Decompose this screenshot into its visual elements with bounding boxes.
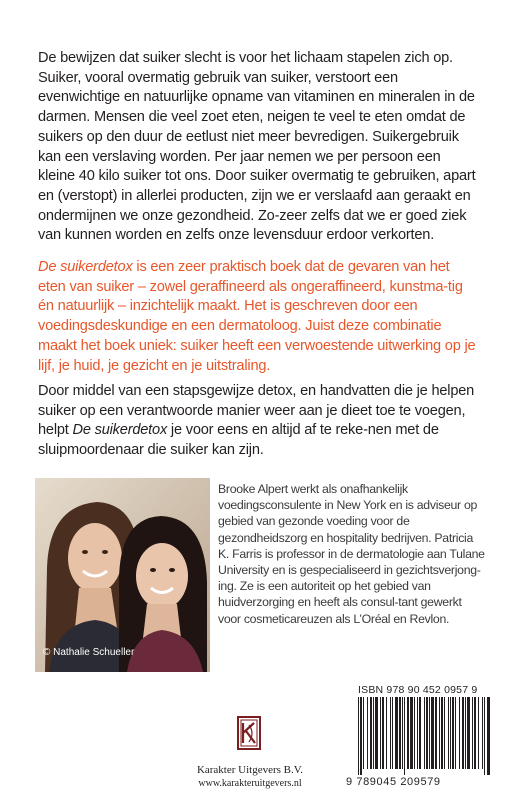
publisher-name: Karakter Uitgevers B.V. bbox=[196, 764, 304, 776]
book-title-italic: De suikerdetox bbox=[38, 259, 133, 275]
isbn-barcode bbox=[356, 697, 490, 775]
paragraph-2-text: is een zeer praktisch boek dat de gevaren van het eten van suiker – zowel geraffineerd als ongeraffineerd, kunstma-tig én natuurlijk – inzichtelijk maakt. Het is geschreven door een voedingsdeskundige en een dermatoloog. Juist deze combinatie maakt het boek uniek: suiker heeft een verwoestende uitwerking op je lijf, je huid, je gezicht en je uitstraling. bbox=[38, 259, 476, 374]
publisher-monogram-logo-icon bbox=[226, 715, 272, 761]
description-paragraph-2 bbox=[38, 258, 478, 376]
book-title-italic: De suikerdetox bbox=[72, 422, 168, 439]
author-photo-image bbox=[35, 478, 210, 672]
description-paragraph-1: De bewijzen dat suiker slecht is voor het lichaam stapelen zich op. Suiker, vooral overmatig gebruik van suiker, verstoort een evenwichtige en natuurlijke opname van vitaminen en mineralen in de darmen. Mensen die veel zoet eten, neigen te veel te eten omdat de suikers op den duur de eetlust niet meer bevredigen. Suikergebruik kan een verslaving worden. Per jaar nemen we per persoon een kleine 40 kilo suiker tot ons. Door suiker overmatig te gebruiken, apart en (verstopt) in allerlei producten, zijn we er verslaafd aan geraakt en ondermijnen we onze gezondheid. Zo-zeer zelfs dat we er goed ziek van kunnen worden en zelfs onze levensduur erdoor verkorten. bbox=[38, 50, 476, 244]
publisher-block bbox=[180, 764, 320, 790]
author-bio: Brooke Alpert werkt als onafhankelijk voedingsconsulente in New York en is adviseur op gebied van gezonde voeding voor de gezondheidszorg en hospitality bedrijven. Patricia K. Farris is professor in de dermatologie aan Tulane University en is gespecialiseerd in gezichtsverjong-ing. Ze is een autoriteit op het gebied van huidverzorging en heeft als consul-tant gewerkt voor cosmeticareuzen als L’Oréal en Revlon. bbox=[218, 482, 485, 626]
author-photo bbox=[35, 478, 210, 672]
paragraph-3-start: Door middel van een stapsgewijze detox, en handvatten die je helpen suiker op een verantwoorde manier weer aan je dieet toe te voegen, helpt bbox=[38, 383, 475, 439]
description-paragraph-3 bbox=[38, 382, 478, 461]
barcode-digits: 9 789045 209579 bbox=[346, 776, 441, 788]
photo-credit: © Nathalie Schueller bbox=[43, 647, 135, 658]
isbn-label: ISBN 978 90 452 0957 9 bbox=[358, 684, 478, 696]
paragraph-3-end: je voor eens en altijd af te reke-nen met de sluipmoordenaar die suiker kan zijn. bbox=[38, 422, 439, 459]
publisher-website: www.karakteruitgevers.nl bbox=[198, 778, 302, 789]
